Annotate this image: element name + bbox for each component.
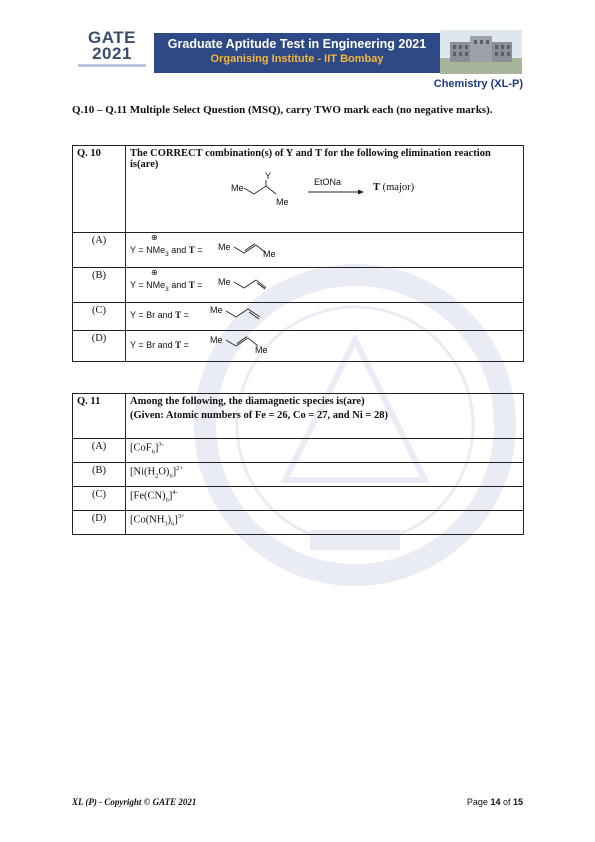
option-b-terminal-alkene-structure [234, 276, 266, 292]
option-b-content [126, 268, 524, 303]
question-11-text: Among the following, the diamagnetic species is(are) [130, 396, 365, 407]
q11-option-a-label: (A) [73, 439, 126, 463]
logo-strip [78, 64, 146, 67]
option-d-row [73, 331, 524, 362]
q11-option-d-formula: $[Co(NH_3)_6]^{3+}$ [126, 511, 524, 535]
q11-option-a-formula: $[CoF_6]^{3-}$ [126, 439, 524, 463]
question-11-table [72, 393, 524, 535]
option-a-text: Y = NMe$_3$ and T = [130, 245, 203, 258]
reaction-scheme [130, 170, 519, 218]
option-b-label: (B) [73, 268, 126, 303]
reaction-arrow [308, 189, 364, 195]
question-10-text: The CORRECT combination(s) of Y and T for the following elimination reaction is(are) [130, 148, 491, 170]
option-b-text: Y = NMe$_3$ and T = [130, 280, 203, 293]
q11-option-c-formula: $[Fe(CN)_6]^{4-}$ [126, 487, 524, 511]
question-11-cell [126, 394, 524, 439]
option-d-me-right: Me [255, 345, 268, 355]
option-a-row [73, 233, 524, 268]
question-11-number: Q. 11 [73, 394, 126, 439]
question-10-row [73, 146, 524, 233]
option-a-alkene-structure [234, 241, 266, 259]
header-banner [154, 33, 440, 73]
banner-subtitle: Organising Institute - IIT Bombay [210, 53, 384, 65]
reactant-me-right: Me [276, 197, 289, 207]
option-d-text: Y = Br and T = [130, 340, 189, 350]
option-c-row [73, 303, 524, 331]
positive-charge-icon: ⊕ [151, 268, 158, 277]
product-letter: T [373, 182, 381, 193]
banner-title: Graduate Aptitude Test in Engineering 2021 [167, 37, 427, 51]
gate-logo [72, 30, 152, 74]
option-d-content [126, 331, 524, 362]
option-c-me: Me [210, 305, 223, 315]
option-c-label: (C) [73, 303, 126, 331]
reactant-skeleton [242, 178, 282, 202]
option-a-label: (A) [73, 233, 126, 268]
reactant-substituent-y: Y [265, 171, 272, 181]
option-a-content [126, 233, 524, 268]
option-c-text: Y = Br and T = [130, 310, 189, 320]
institute-photo [440, 30, 522, 74]
logo-top-text: GATE [88, 28, 136, 47]
q11-option-d-row [73, 511, 524, 535]
q11-option-a-row [73, 439, 524, 463]
q11-option-b-formula: $[Ni(H_2O)_6]^{2+}$ [126, 463, 524, 487]
paper-label: Chemistry (XL-P) [433, 78, 523, 90]
question-11-row [73, 394, 524, 439]
question-10-cell [126, 146, 524, 233]
positive-charge-icon: ⊕ [151, 233, 158, 242]
logo-bottom-text: 2021 [92, 44, 132, 63]
question-10-number: Q. 10 [73, 146, 126, 233]
option-d-label: (D) [73, 331, 126, 362]
q11-option-b-row [73, 463, 524, 487]
q11-option-c-row [73, 487, 524, 511]
q11-option-b-label: (B) [73, 463, 126, 487]
option-d-me-left: Me [210, 335, 223, 345]
option-c-terminal-alkene-structure [226, 307, 260, 323]
footer-copyright: XL (P) - Copyright © GATE 2021 [72, 797, 197, 807]
option-b-row [73, 268, 524, 303]
product-note: (major) [380, 182, 415, 193]
building-image [440, 30, 522, 74]
option-c-content [126, 303, 524, 331]
reactant-me-left: Me [231, 183, 244, 193]
question-11-given: (Given: Atomic numbers of Fe = 26, Co = 27, and Ni = 28) [130, 410, 388, 421]
footer-page-number: Page 14 of 15 [466, 797, 523, 807]
q11-option-d-label: (D) [73, 511, 126, 535]
option-a-me-left: Me [218, 242, 231, 252]
option-a-me-right: Me [263, 249, 276, 259]
product-label [373, 182, 414, 193]
option-d-alkene-structure [226, 336, 258, 352]
option-b-me: Me [218, 277, 231, 287]
q11-option-c-label: (C) [73, 487, 126, 511]
section-heading: Q.10 – Q.11 Multiple Select Question (MSQ), carry TWO mark each (no negative marks). [72, 104, 493, 116]
question-10-table [72, 145, 524, 362]
reagent-label: EtONa [314, 177, 342, 187]
